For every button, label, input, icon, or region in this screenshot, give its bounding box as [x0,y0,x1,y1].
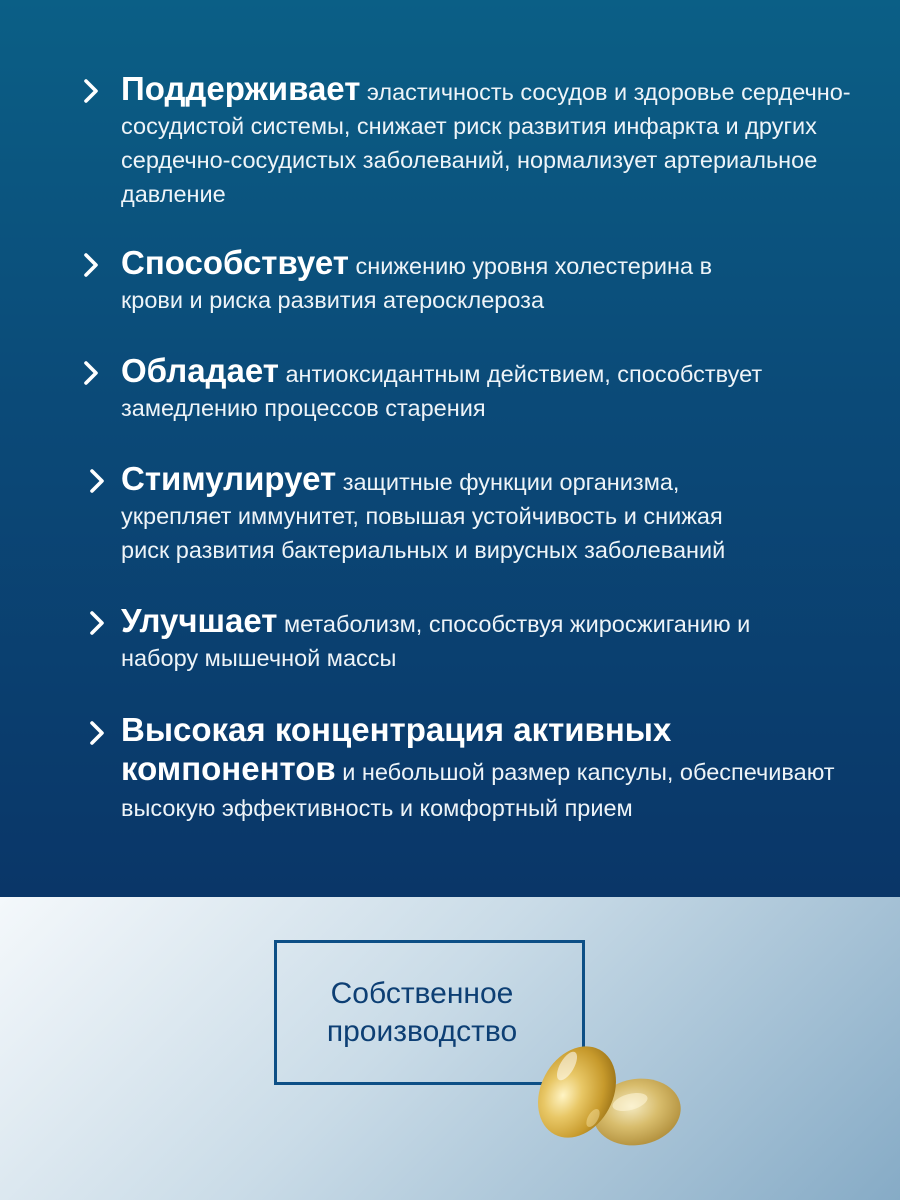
chevron-right-icon [84,468,110,494]
feature-title: Стимулирует [121,460,337,497]
badge-line-2: производство [326,1014,518,1048]
feature-description [121,246,750,317]
feature-title: Улучшает [121,602,278,639]
chevron-right-icon [78,78,104,104]
chevron-right-icon [78,360,104,386]
feature-title: Обладает [121,352,279,389]
chevron-right-icon [78,252,104,278]
feature-title: Высокая концентрация активных компонентов [121,711,672,787]
feature-description [121,712,840,826]
feature-text: антиоксидантным действием, способствует замедлению процессов старения [121,361,763,421]
chevron-right-icon [84,610,110,636]
feature-text: снижению уровня холестерина в крови и риска развития атеросклероза [121,253,713,313]
feature-description [121,354,820,425]
feature-text: защитные функции организма, укрепляет иммунитет, повышая устойчивость и снижая риск развития бактериальных и вирусных заболеваний [121,469,726,563]
feature-title: Способствует [121,244,349,281]
feature-text: эластичность сосудов и здоровье сердечно-сосудистой системы, снижает риск развития инфаркта и других сердечно-сосудистых заболеваний, нормализует артериальное давление [121,79,851,207]
badge-line-1: Собственное [330,976,514,1010]
feature-description [121,72,860,211]
feature-description [121,604,800,675]
feature-text: метаболизм, способствуя жиросжиганию и набору мышечной массы [121,611,751,671]
chevron-right-icon [84,720,110,746]
feature-title: Поддерживает [121,70,361,107]
softgel-capsules-icon [515,1030,695,1165]
badge-label [297,975,547,1051]
feature-description [121,462,770,567]
feature-text: и небольшой размер капсулы, обеспечивают высокую эффективность и комфортный прием [121,759,835,821]
